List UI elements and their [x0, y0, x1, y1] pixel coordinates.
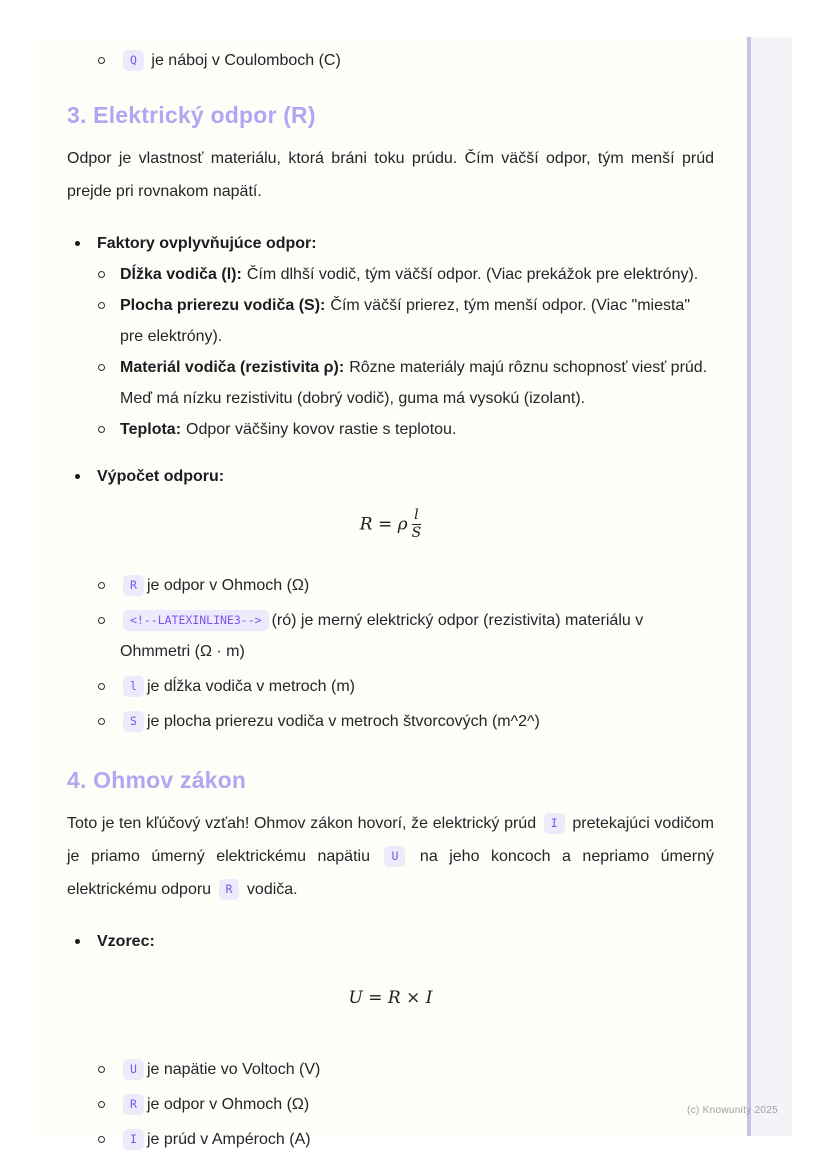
- circle-bullet-icon: [98, 426, 105, 433]
- list-item-material: [98, 352, 714, 414]
- para-text: pretekajúci vodičom je priamo úmerný elektrickému napätiu: [67, 814, 714, 865]
- symbol-badge-r: R: [219, 879, 240, 900]
- item-text: je dĺžka vodiča v metroch (m): [146, 677, 355, 695]
- item-text: je odpor v Ohmoch (Ω): [146, 1095, 310, 1113]
- circle-bullet-icon: [98, 364, 105, 371]
- circle-bullet-icon: [98, 1066, 105, 1073]
- factors-label: Faktory ovplyvňujúce odpor:: [97, 235, 317, 252]
- disc-bullet-icon: [75, 939, 80, 944]
- symbol-badge-latex-placeholder: <!--LATEXINLINE3-->: [123, 610, 269, 631]
- disc-bullet-icon: [75, 474, 80, 479]
- circle-bullet-icon: [98, 57, 105, 64]
- list-item-i: [98, 1124, 714, 1155]
- symbol-badge-s: S: [123, 711, 144, 732]
- list-item-temperature: [98, 414, 714, 445]
- symbol-badge-u: U: [384, 846, 405, 867]
- circle-bullet-icon: [98, 271, 105, 278]
- document-content: [40, 37, 792, 1159]
- item-text: je napätie vo Voltoch (V): [146, 1060, 321, 1078]
- list-item-r: [98, 1089, 714, 1120]
- item-text: je odpor v Ohmoch (Ω): [146, 576, 310, 594]
- symbol-badge-r: R: [123, 1094, 144, 1115]
- list-item-length: [98, 259, 714, 290]
- formula-label: Vzorec:: [97, 932, 155, 950]
- item-text: je prúd v Ampéroch (A): [146, 1130, 311, 1148]
- document-page: [40, 37, 792, 1148]
- list-item-u: [98, 1054, 714, 1085]
- symbol-badge-r: R: [123, 575, 144, 596]
- list-item-rho: [98, 605, 714, 667]
- symbol-badge-l: l: [123, 676, 144, 697]
- resistance-formula: [67, 508, 714, 542]
- formula-fraction: [412, 508, 422, 542]
- circle-bullet-icon: [98, 1136, 105, 1143]
- list-item-text: je náboj v Coulomboch (C): [151, 52, 341, 69]
- list-item-s: [98, 706, 714, 737]
- circle-bullet-icon: [98, 302, 105, 309]
- factors-list: [67, 259, 714, 445]
- section-3-intro: Odpor je vlastnosť materiálu, ktorá bráni toku prúdu. Čím väčší odpor, tým menší prúd prejde pri rovnakom napätí.: [67, 150, 714, 200]
- circle-bullet-icon: [98, 582, 105, 589]
- circle-bullet-icon: [98, 617, 105, 624]
- symbol-badge-i: I: [123, 1129, 144, 1150]
- item-lead: Dĺžka vodiča (l):: [120, 266, 242, 283]
- item-text: (ró) je merný elektrický odpor (rezistivita) materiálu v Ohmmetri (Ω · m): [120, 611, 644, 660]
- item-text: Čím väčší prierez, tým menší odpor. (Viac "miesta" pre elektróny).: [120, 297, 691, 345]
- item-text: Rôzne materiály majú rôznu schopnosť viesť prúd. Meď má nízku rezistivitu (dobrý vodič), guma má vysokú (izolant).: [120, 359, 708, 407]
- item-text: Odpor väčšiny kovov rastie s teplotou.: [186, 421, 457, 438]
- list-item-factors-label: [75, 228, 714, 259]
- item-lead: Teplota:: [120, 421, 182, 438]
- circle-bullet-icon: [98, 718, 105, 725]
- formula-prefix: R = ρ: [359, 514, 408, 535]
- list-item-area: [98, 290, 714, 352]
- symbol-badge-q: Q: [123, 50, 144, 71]
- fraction-numerator: l: [414, 507, 419, 523]
- item-text: je plocha prierezu vodiča v metroch štvorcových (m^2^): [146, 712, 540, 730]
- list-item-charge: [98, 45, 714, 76]
- symbol-badge-u: U: [123, 1059, 144, 1080]
- item-lead: Materiál vodiča (rezistivita ρ):: [120, 359, 345, 376]
- list-item-formula-label: [75, 926, 714, 957]
- circle-bullet-icon: [98, 1101, 105, 1108]
- fraction-denominator: S: [411, 525, 422, 542]
- para-text: Toto je ten kľúčový vzťah! Ohmov zákon hovorí, že elektrický prúd: [67, 814, 537, 832]
- resistance-legend: [67, 570, 714, 737]
- ohms-law-legend: [67, 1054, 714, 1155]
- circle-bullet-icon: [98, 683, 105, 690]
- section-3-heading: 3. Elektrický odpor (R): [67, 102, 316, 128]
- section-4-heading: 4. Ohmov zákon: [67, 766, 247, 793]
- watermark: (c) Knowunity 2025: [686, 1105, 778, 1116]
- ohms-law-formula: U = R × I: [348, 987, 433, 1008]
- list-item-l: [98, 671, 714, 702]
- disc-bullet-icon: [75, 241, 80, 246]
- list-item-r: [98, 570, 714, 601]
- item-text: Čím dlhší vodič, tým väčší odpor. (Viac prekážok pre elektróny).: [246, 266, 699, 283]
- para-text: vodiča.: [246, 880, 298, 898]
- calc-label: Výpočet odporu:: [97, 468, 225, 485]
- list-item-calc-label: [75, 461, 714, 492]
- symbol-badge-i: I: [544, 813, 565, 834]
- para-text: na jeho koncoch a nepriamo úmerný elektrickému odporu: [67, 847, 714, 898]
- section-4-intro: [67, 807, 714, 906]
- item-lead: Plocha prierezu vodiča (S):: [120, 297, 326, 314]
